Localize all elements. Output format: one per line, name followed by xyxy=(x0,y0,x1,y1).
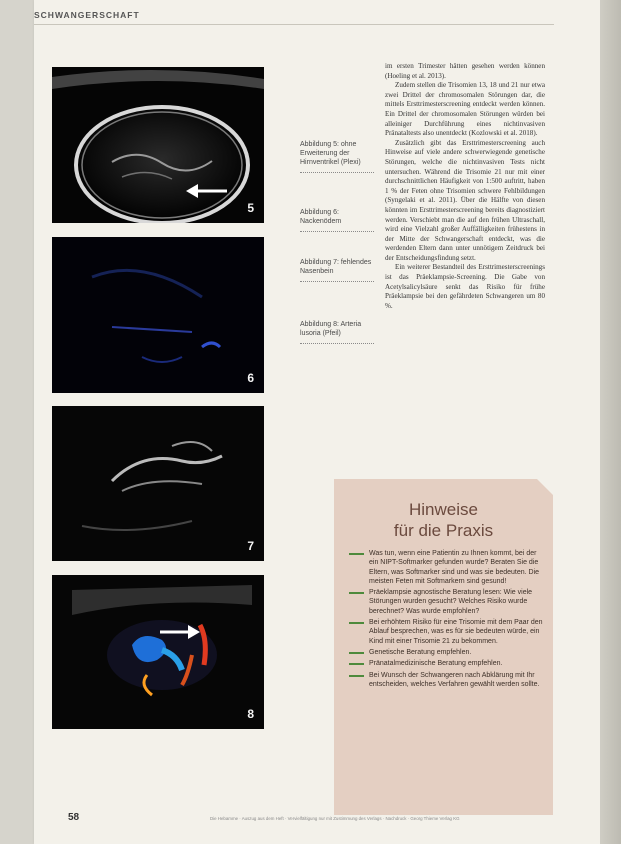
list-item: Präeklampsie agnostische Beratung lesen: Wie viele Störungen wurden gesucht? Welches Risiko wurde berechnet? Was wurde empfohlen? xyxy=(347,588,543,616)
paragraph: im ersten Trimester hätten gesehen werden können (Hoeling et al. 2013). xyxy=(385,62,545,80)
ultrasound-nuchal-image xyxy=(52,237,264,393)
caption-divider xyxy=(300,281,374,282)
caption-divider xyxy=(300,172,374,173)
figure-8-ultrasound xyxy=(52,575,264,729)
bullet-dash xyxy=(349,622,364,624)
hint-box-title: Hinweise für die Praxis xyxy=(393,500,494,540)
figure-number: 8 xyxy=(247,707,254,721)
figure-7-ultrasound xyxy=(52,406,264,561)
list-item: Bei Wunsch der Schwangeren nach Abklärung mit Ihr entscheiden, welches Verfahren gewählt werden sollte. xyxy=(347,671,543,690)
caption-divider xyxy=(300,343,374,344)
caption-divider xyxy=(300,231,374,232)
list-item: Was tun, wenn eine Patientin zu Ihnen kommt, bei der ein NIPT-Softmarker gefunden wurde? Beraten Sie die Eltern, was Softmarker sind und was sie bedeuten. Die meisten Feten mit Softmarkern sind gesund! xyxy=(347,549,543,586)
list-item: Pränatalmedizinische Beratung empfehlen. xyxy=(347,659,543,668)
arrow-icon xyxy=(52,67,264,223)
bullet-dash xyxy=(349,592,364,594)
hint-list xyxy=(347,549,543,691)
body-text-column xyxy=(385,62,545,311)
paragraph: Zudem stellen die Trisomien 13, 18 und 21 nur etwa zwei Drittel der chromosomalen Störungen dar, die mittels Ersttrimesterscreening entdeckt werden können. Ein Drittel der chromosomalen Störungen würden bei alleiniger Durchführung eines nichtinvasiven Pränataltests also unentdeckt (Kozlowski et al. 2018). xyxy=(385,81,545,138)
corner-fold xyxy=(537,479,553,495)
paragraph: Ein weiterer Bestandteil des Ersttrimesterscreenings ist das Präeklampsie-Screening. Die Gabe von Acetylsalicylsäure senkt das Risiko für frühe Präeklampsie bei den gefährdeten Schwangeren um 80 %. xyxy=(385,263,545,310)
figure-6-ultrasound xyxy=(52,237,264,393)
arrow-icon xyxy=(52,575,264,729)
figure-number: 6 xyxy=(247,371,254,385)
running-head: SCHWANGERSCHAFT xyxy=(34,10,140,20)
bullet-dash xyxy=(349,553,364,555)
list-item: Genetische Beratung empfehlen. xyxy=(347,648,543,657)
figure-number: 7 xyxy=(247,539,254,553)
caption-figure-7: Abbildung 7: fehlendes Nasenbein xyxy=(300,258,376,282)
footer-copyright: Die Hebamme · Auszug aus dem Heft · Vervielfältigung nur mit Zustimmung des Verlags · Nachdruck · Georg Thieme Verlag KG xyxy=(210,816,460,821)
caption-figure-5: Abbildung 5: ohne Erweiterung der Hirnventrikel (Plexi) xyxy=(300,140,376,173)
bullet-dash xyxy=(349,675,364,677)
page-edge xyxy=(600,0,621,844)
header-rule xyxy=(34,24,554,25)
ultrasound-profile-image xyxy=(52,406,264,561)
caption-figure-6: Abbildung 6: Nackenödem xyxy=(300,208,376,232)
paragraph: Zusätzlich gibt das Ersttrimesterscreening auch Hinweise auf viele andere schwerwiegende genetische Störungen, welche die nichtinvasiven Tests nicht untersuchen. Während die Trisomie 21 nur mit einer durchschnittlichen Häufigkeit von 1:500 auftritt, haben 1 % der Feten ohne Trisomien schwere Fehlbildungen (Syngelaki et al. 2011). Über die Hälfte von diesen könnten im Ersttrimesterscreening bereits diagnostiziert werden. Verschiebt man die auf den frühen Ultraschall, wird eine Vielzahl großer Auffälligkeiten frühestens in der Mitte der Schwangerschaft entdeckt, was die werdenden Eltern dann unter unnötigem Zeitdruck bei der Entscheidungsfindung setzt. xyxy=(385,138,545,262)
figure-number: 5 xyxy=(247,201,254,215)
list-item: Bei erhöhtem Risiko für eine Trisomie mit dem Paar den Ablauf besprechen, was es für sie bedeuten würde, ein Kind mit einer Trisomie 21 zu bekommen. xyxy=(347,618,543,646)
figure-5-ultrasound xyxy=(52,67,264,223)
practice-hints-box xyxy=(334,479,553,815)
caption-figure-8: Abbildung 8: Arteria lusoria (Pfeil) xyxy=(300,320,376,344)
page-number: 58 xyxy=(68,812,80,823)
bullet-dash xyxy=(349,663,364,665)
bullet-dash xyxy=(349,652,364,654)
